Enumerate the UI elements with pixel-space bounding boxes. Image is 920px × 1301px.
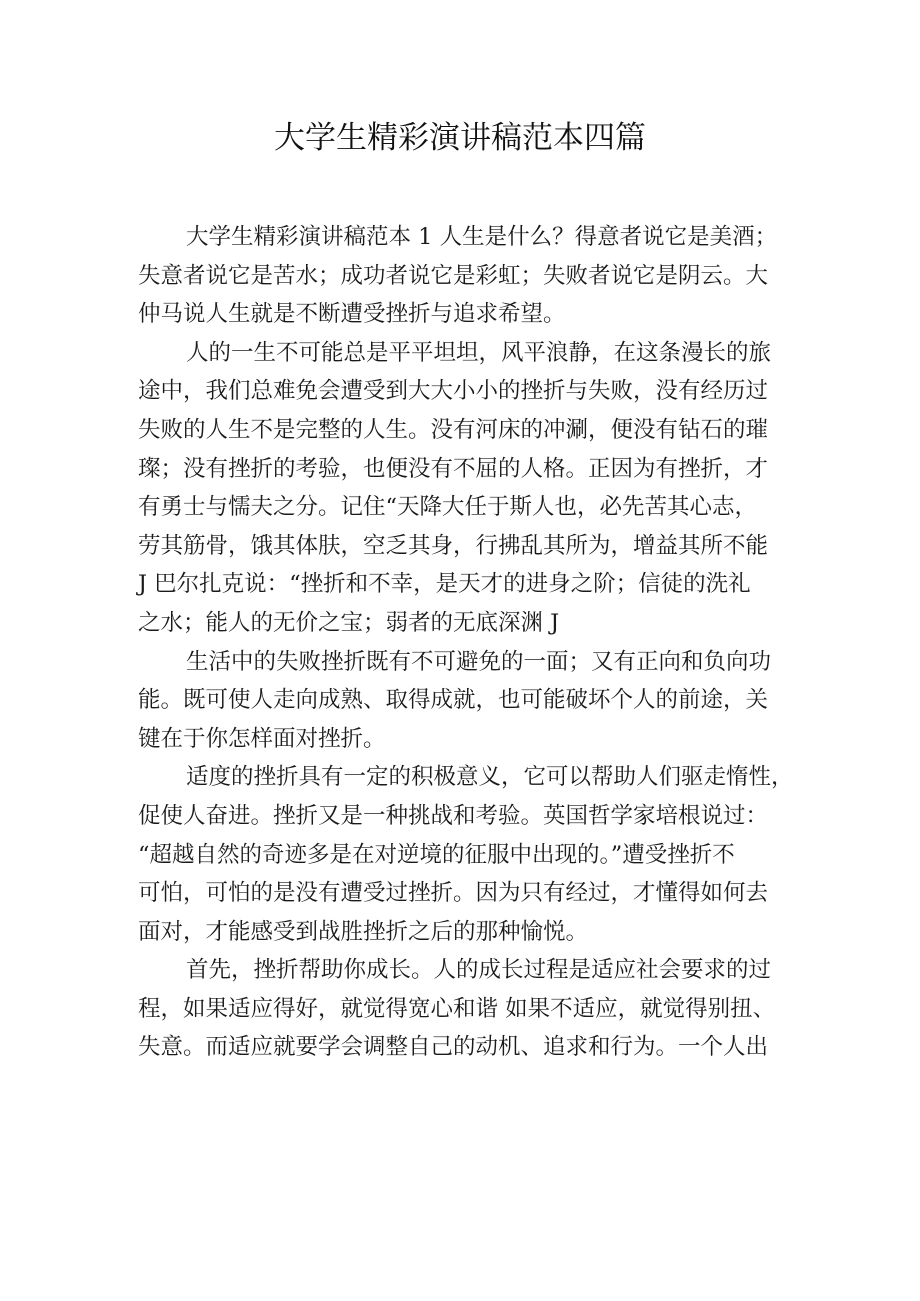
paragraph-4 bbox=[138, 758, 794, 951]
paragraph-3 bbox=[138, 643, 790, 759]
paragraph-line: 面对，才能感受到战胜挫折之后的那种愉悦。 bbox=[138, 918, 589, 945]
paragraph-line: 劳其筋骨，饿其体肤，空乏其身，行拂乱其所为，增益其所不能 bbox=[138, 532, 769, 559]
paragraph-line: 有勇士与懦夫之分。记住“天降大任于斯人也，必先苦其心志， bbox=[138, 494, 758, 521]
paragraph-line: 途中，我们总难免会遭受到大大小小的挫折与失败，没有经历过 bbox=[138, 378, 769, 405]
document-body bbox=[138, 218, 794, 1067]
paragraph-line: 适度的挫折具有一定的积极意义，它可以帮助人们驱走惰性， bbox=[186, 764, 794, 791]
paragraph-line: 可怕，可怕的是没有遭受过挫折。因为只有经过，才懂得如何去 bbox=[138, 880, 769, 907]
paragraph-line: 程，如果适应得好，就觉得宽心和谐 如果不适应，就觉得别扭、 bbox=[138, 995, 776, 1022]
paragraph-1 bbox=[138, 218, 790, 334]
paragraph-line: J 巴尔扎克说：“挫折和不幸，是天才的进身之阶；信徒的洗礼 bbox=[138, 571, 751, 598]
paragraph-line: 失败的人生不是完整的人生。没有河床的冲涮，便没有钻石的璀 bbox=[138, 416, 769, 443]
paragraph-line: 生活中的失败挫折既有不可避免的一面；又有正向和负向功 bbox=[186, 648, 772, 675]
paragraph-line: 失意者说它是苦水；成功者说它是彩虹；失败者说它是阴云。大 bbox=[138, 262, 769, 289]
paragraph-line: 失意。而适应就要学会调整自己的动机、追求和行为。一个人出 bbox=[138, 1034, 769, 1061]
paragraph-line: 首先，挫折帮助你成长。人的成长过程是适应社会要求的过 bbox=[186, 957, 772, 984]
paragraph-line: 之水；能人的无价之宝；弱者的无底深渊 J bbox=[138, 609, 560, 636]
paragraph-line: 璨；没有挫折的考验，也便没有不屈的人格。正因为有挫折，才 bbox=[138, 455, 769, 482]
paragraph-line: 能。既可使人走向成熟、取得成就，也可能破坏个人的前途，关 bbox=[138, 687, 769, 714]
paragraph-line: “超越自然的奇迹多是在对逆境的征服中出现的。”遭受挫折不 bbox=[138, 841, 735, 868]
paragraph-line: 键在于你怎样面对挫折。 bbox=[138, 725, 386, 752]
paragraph-line: 仲马说人生就是不断遭受挫折与追求希望。 bbox=[138, 301, 566, 328]
paragraph-5 bbox=[138, 951, 790, 1067]
paragraph-line: 大学生精彩演讲稿范本 1 人生是什么？得意者说它是美酒； bbox=[186, 224, 778, 250]
paragraph-2 bbox=[138, 334, 790, 643]
paragraph-line: 促使人奋进。挫折又是一种挑战和考验。英国哲学家培根说过： bbox=[138, 802, 769, 829]
paragraph-line: 人的一生不可能总是平平坦坦，风平浪静，在这条漫长的旅 bbox=[186, 339, 772, 366]
document-title: 大学生精彩演讲稿范本四篇 bbox=[274, 120, 646, 156]
